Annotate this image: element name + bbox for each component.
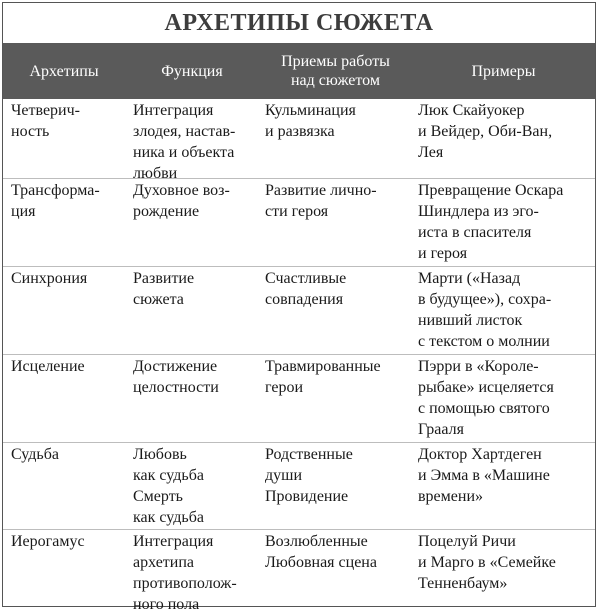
table-body xyxy=(3,99,595,611)
table-row xyxy=(3,443,595,530)
table-row xyxy=(3,530,595,611)
cell-function: Духовное воз- рождение xyxy=(133,182,230,220)
header-archetypes: Архетипы xyxy=(29,62,99,80)
table-title: АРХЕТИПЫ СЮЖЕТА xyxy=(164,10,434,36)
cell-function: Развитие сюжета xyxy=(133,270,195,308)
cell-examples: Марти («Назад в будущее»), сохра- нивший листок с текстом о молнии xyxy=(418,270,552,350)
cell-technique: Развитие лично- сти героя xyxy=(265,182,377,220)
cell-function: Интеграция злодея, настав- ника и объекта любви xyxy=(133,102,236,182)
cell-examples: Люк Скайуокер и Вейдер, Оби-Ван, Лея xyxy=(418,102,553,161)
cell-function: Любовь как судьба Смерть как судьба xyxy=(133,446,204,526)
cell-function: Достижение целостности xyxy=(133,358,219,396)
table-row xyxy=(3,99,595,182)
cell-archetype: Четверич- ность xyxy=(11,102,80,140)
cell-archetype: Синхрония xyxy=(11,270,88,287)
cell-archetype: Иерогамус xyxy=(11,533,85,550)
header-examples: Примеры xyxy=(471,62,536,80)
header-function: Функция xyxy=(161,62,223,80)
cell-examples: Доктор Хартдеген и Эмма в «Машине времени» xyxy=(418,446,550,505)
cell-technique: Кульминация и развязка xyxy=(265,102,356,140)
table-header xyxy=(3,43,595,99)
cell-technique: Возлюбленные Любовная сцена xyxy=(265,533,377,571)
table-frame xyxy=(2,2,596,613)
table-row xyxy=(3,267,595,355)
cell-examples: Превращение Оскара Шиндлера из эго- иста в спасителя и героя xyxy=(418,182,564,262)
cell-archetype: Трансформа- ция xyxy=(11,182,100,220)
cell-examples: Поцелуй Ричи и Марго в «Семейке Тенненбаум» xyxy=(418,533,556,592)
cell-technique: Родственные души Провидение xyxy=(265,446,353,505)
header-techniques: Приемы работы над сюжетом xyxy=(281,53,390,89)
table-row xyxy=(3,355,595,443)
cell-function: Интеграция архетипа противополож- ного пола xyxy=(133,533,237,613)
cell-archetype: Исцеление xyxy=(11,358,85,375)
cell-archetype: Судьба xyxy=(11,446,59,463)
table-row xyxy=(3,179,595,267)
cell-examples: Пэрри в «Короле- рыбаке» исцеляется с помощью святого Грааля xyxy=(418,358,554,438)
cell-technique: Травмированные герои xyxy=(265,358,381,396)
cell-technique: Счастливые совпадения xyxy=(265,270,347,308)
